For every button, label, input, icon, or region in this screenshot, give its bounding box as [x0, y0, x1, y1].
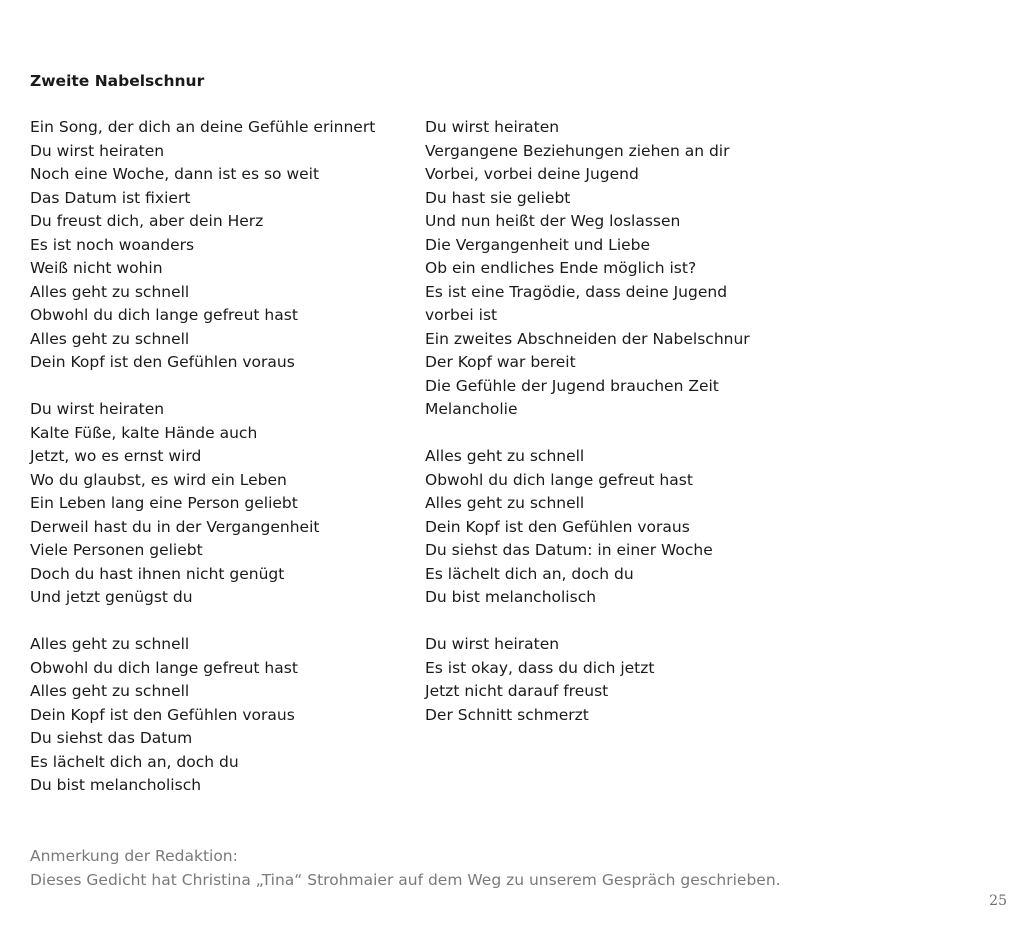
poem-line: Du bist melancholisch [425, 588, 597, 606]
poem-line: Und jetzt genügst du [30, 588, 193, 606]
poem-line: Kalte Füße, kalte Hände auch [30, 423, 258, 442]
poem-line: Und nun heißt der Weg loslassen [425, 212, 681, 230]
editorial-note-text: Dieses Gedicht hat Christina „Tina“ Strohmaier auf dem Weg zu unserem Gespräch geschrieben. [30, 870, 781, 889]
poem-line: Es ist noch woanders [30, 235, 195, 254]
poem-line: Viele Personen geliebt [30, 541, 203, 559]
poem-stanza [30, 398, 415, 610]
poem-line: Du wirst heiraten [425, 635, 560, 653]
poem-line: Alles geht zu schnell [30, 329, 190, 348]
poem-line: Doch du hast ihnen nicht genügt [30, 564, 285, 583]
poem-line: Es ist eine Tragödie, dass deine Jugend [425, 282, 728, 301]
poem-line: Vorbei, vorbei deine Jugend [425, 165, 639, 183]
poem-line: Ein Leben lang eine Person geliebt [30, 494, 298, 512]
poem-line: Es ist okay, dass du dich jetzt [425, 658, 655, 677]
poem-line: Alles geht zu schnell [425, 447, 585, 465]
poem-line: Derweil hast du in der Vergangenheit [30, 517, 320, 536]
poem-line: Obwohl du dich lange gefreut hast [30, 306, 298, 324]
poem-line: Dein Kopf ist den Gefühlen voraus [425, 517, 690, 536]
poem-line: Obwohl du dich lange gefreut hast [425, 470, 693, 489]
poem-line: Du freust dich, aber dein Herz [30, 212, 264, 230]
poem-line: Alles geht zu schnell [425, 494, 585, 512]
poem-line: Alles geht zu schnell [30, 282, 190, 301]
poem-line: Ein zweites Abschneiden der Nabelschnur [425, 329, 750, 348]
poem-line: Vergangene Beziehungen ziehen an dir [425, 141, 730, 160]
poem-line: Du wirst heiraten [30, 400, 165, 418]
poem-column-left [30, 116, 415, 821]
poem-line: Du siehst das Datum: in einer Woche [425, 541, 713, 559]
poem-line: vorbei ist [425, 306, 498, 324]
editorial-note-label: Anmerkung der Redaktion: [30, 847, 238, 865]
poem-line: Du hast sie geliebt [425, 188, 571, 207]
poem-line: Du bist melancholisch [30, 776, 202, 794]
poem-line: Das Datum ist fixiert [30, 188, 191, 207]
poem-stanza [425, 633, 845, 727]
poem-line: Alles geht zu schnell [30, 635, 190, 653]
poem-line: Es lächelt dich an, doch du [30, 752, 239, 771]
poem-line: Ein Song, der dich an deine Gefühle erinnert [30, 118, 376, 136]
page-number: 25 [989, 893, 1007, 909]
poem-line: Dein Kopf ist den Gefühlen voraus [30, 353, 295, 371]
poem-line: Noch eine Woche, dann ist es so weit [30, 165, 320, 183]
poem-line: Der Schnitt schmerzt [425, 705, 589, 724]
poem-line: Wo du glaubst, es wird ein Leben [30, 470, 287, 489]
poem-line: Der Kopf war bereit [425, 353, 576, 371]
poem-line: Die Gefühle der Jugend brauchen Zeit [425, 376, 719, 395]
poem-line: Du wirst heiraten [425, 118, 560, 136]
poem-line: Weiß nicht wohin [30, 259, 163, 277]
poem-line: Ob ein endliches Ende möglich ist? [425, 259, 697, 277]
poem-line: Obwohl du dich lange gefreut hast [30, 658, 298, 677]
poem-line: Du wirst heiraten [30, 141, 165, 160]
poem-column-right [425, 116, 845, 751]
poem-line: Dein Kopf ist den Gefühlen voraus [30, 705, 295, 724]
poem-title: Zweite Nabelschnur [30, 72, 205, 90]
poem-stanza [30, 633, 415, 798]
poem-line: Jetzt, wo es ernst wird [30, 447, 202, 465]
poem-line: Jetzt nicht darauf freust [425, 682, 609, 700]
poem-line: Die Vergangenheit und Liebe [425, 235, 651, 254]
poem-line: Melancholie [425, 400, 518, 418]
poem-stanza [425, 116, 845, 422]
poem-line: Alles geht zu schnell [30, 682, 190, 700]
poem-stanza [425, 445, 845, 610]
poem-line: Es lächelt dich an, doch du [425, 564, 634, 583]
poem-stanza [30, 116, 415, 375]
poem-line: Du siehst das Datum [30, 729, 193, 747]
editorial-note [30, 845, 781, 892]
